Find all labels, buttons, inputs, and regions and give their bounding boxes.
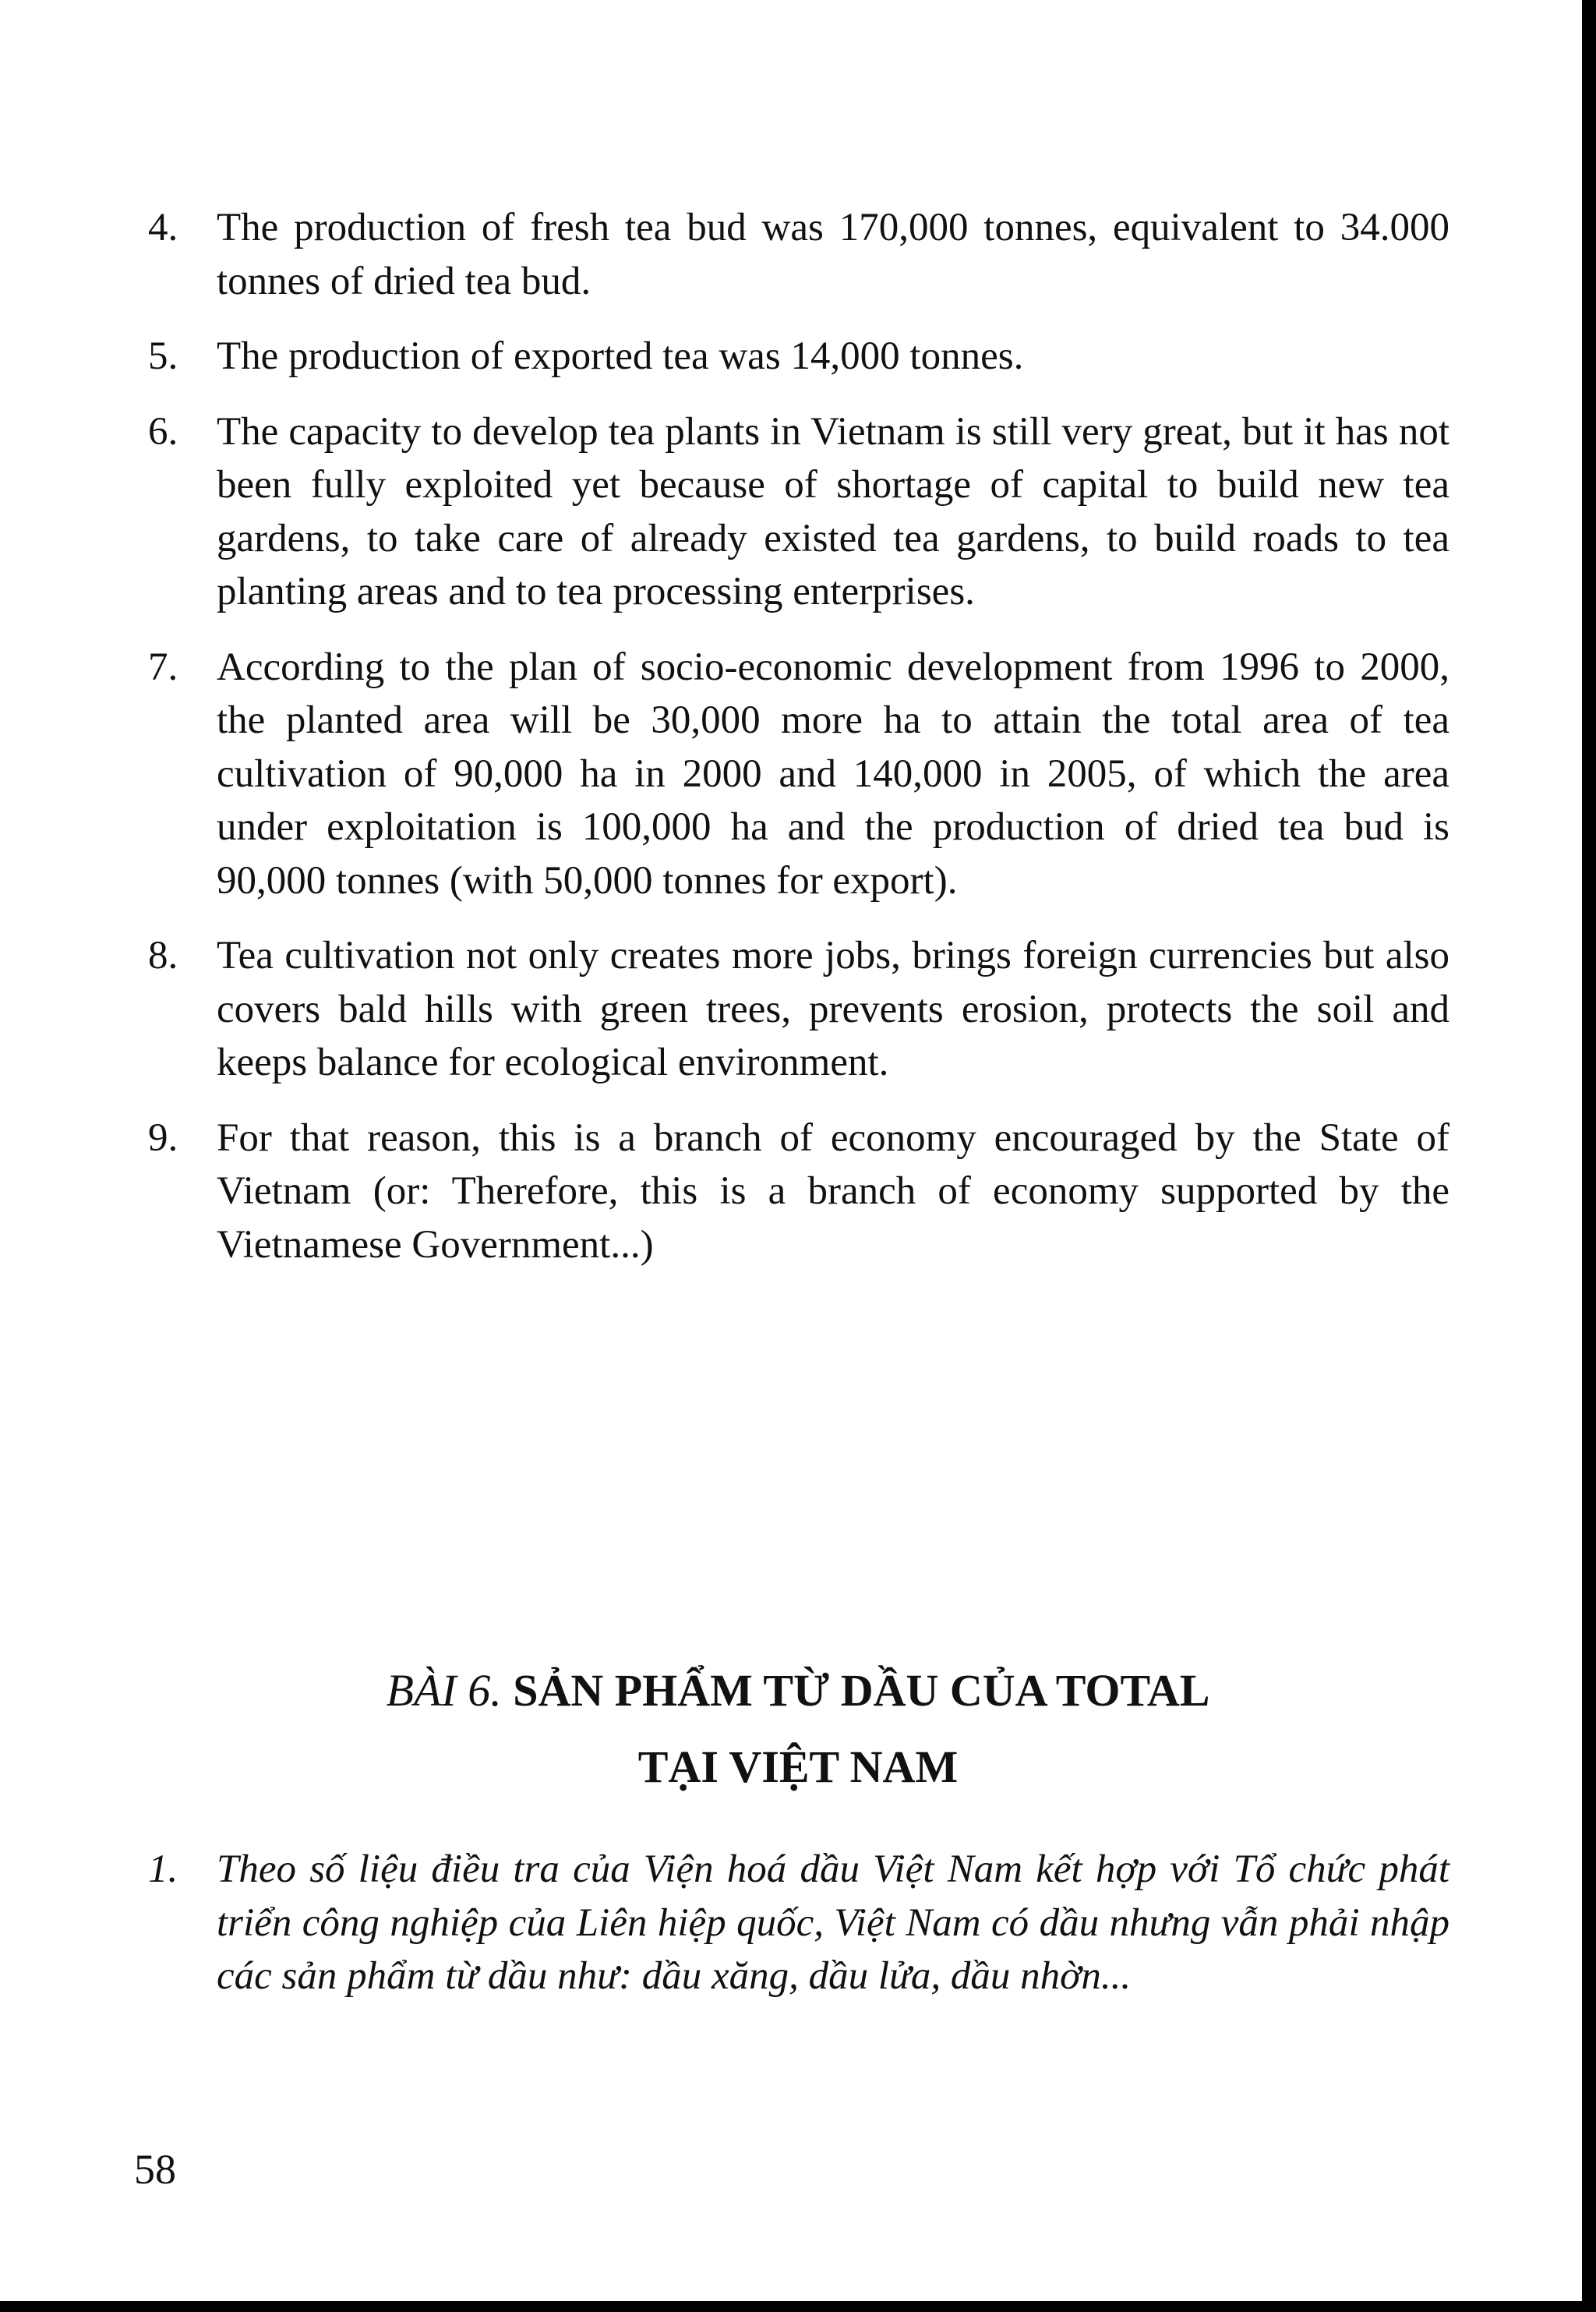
lesson-paragraphs-list [148, 1843, 1449, 2025]
lesson-title-line-2: TẠI VIỆT NAM [637, 1741, 959, 1792]
page-number: 58 [134, 2146, 176, 2193]
item-number: 5. [148, 334, 178, 378]
list-item [148, 1112, 1449, 1272]
exercise-answers-list [148, 201, 1449, 1293]
scan-edge-bottom [0, 2301, 1596, 2312]
list-item [148, 1843, 1449, 2003]
item-text: According to the plan of socio-economic development from 1996 to 2000, the planted area will be 30,000 more ha to attain the total area of tea cultivation of 90,000 ha in 2000 and 140,000 in 2005, of which the area under exploitation is 100,000 ha and the production of dried tea bud is 90,000 tonnes (with 50,000 tonnes for export). [217, 645, 1449, 903]
list-item [148, 330, 1449, 384]
lesson-title-text: SẢN PHẨM TỪ DẦU CỦA TOTAL [513, 1665, 1210, 1716]
list-item [148, 641, 1449, 908]
item-number: 9. [148, 1115, 178, 1160]
item-number: 8. [148, 934, 178, 977]
lesson-title-line-1 [0, 1659, 1596, 1723]
item-text: Theo số liệu điều tra của Viện hoá dầu Việt Nam kết hợp với Tổ chức phát triển công nghiệp của Liên hiệp quốc, Việt Nam có dầu nhưng vẫn phải nhập các sản phẩm từ dầu như: dầu xăng, dầu lửa, dầu nhờn... [217, 1847, 1449, 1998]
item-number: 1. [148, 1847, 178, 1891]
item-number: 7. [148, 645, 178, 689]
item-text: The capacity to develop tea plants in Vietnam is still very great, but it has not been fully exploited yet because of shortage of capital to build new tea gardens, to take care of already existed tea gardens, to build roads to tea planting areas and to tea processing enterprises. [217, 409, 1449, 613]
scan-edge-right [1582, 0, 1596, 2312]
list-item [148, 929, 1449, 1090]
list-item [148, 405, 1449, 619]
item-number: 6. [148, 409, 178, 454]
item-text: The production of fresh tea bud was 170,000 tonnes, equivalent to 34.000 tonnes of dried tea bud. [217, 206, 1449, 303]
lesson-label: BÀI 6. [386, 1665, 502, 1716]
item-text: For that reason, this is a branch of economy encouraged by the State of Vietnam (or: Therefore, this is a branch of economy supported by the Vietnamese Government...) [217, 1115, 1449, 1267]
item-number: 4. [148, 206, 178, 249]
item-text: The production of exported tea was 14,000 tonnes. [217, 334, 1024, 378]
item-text: Tea cultivation not only creates more jobs, brings foreign currencies but also covers bald hills with green trees, prevents erosion, protects the soil and keeps balance for ecological environment. [217, 934, 1449, 1084]
list-item [148, 201, 1449, 308]
